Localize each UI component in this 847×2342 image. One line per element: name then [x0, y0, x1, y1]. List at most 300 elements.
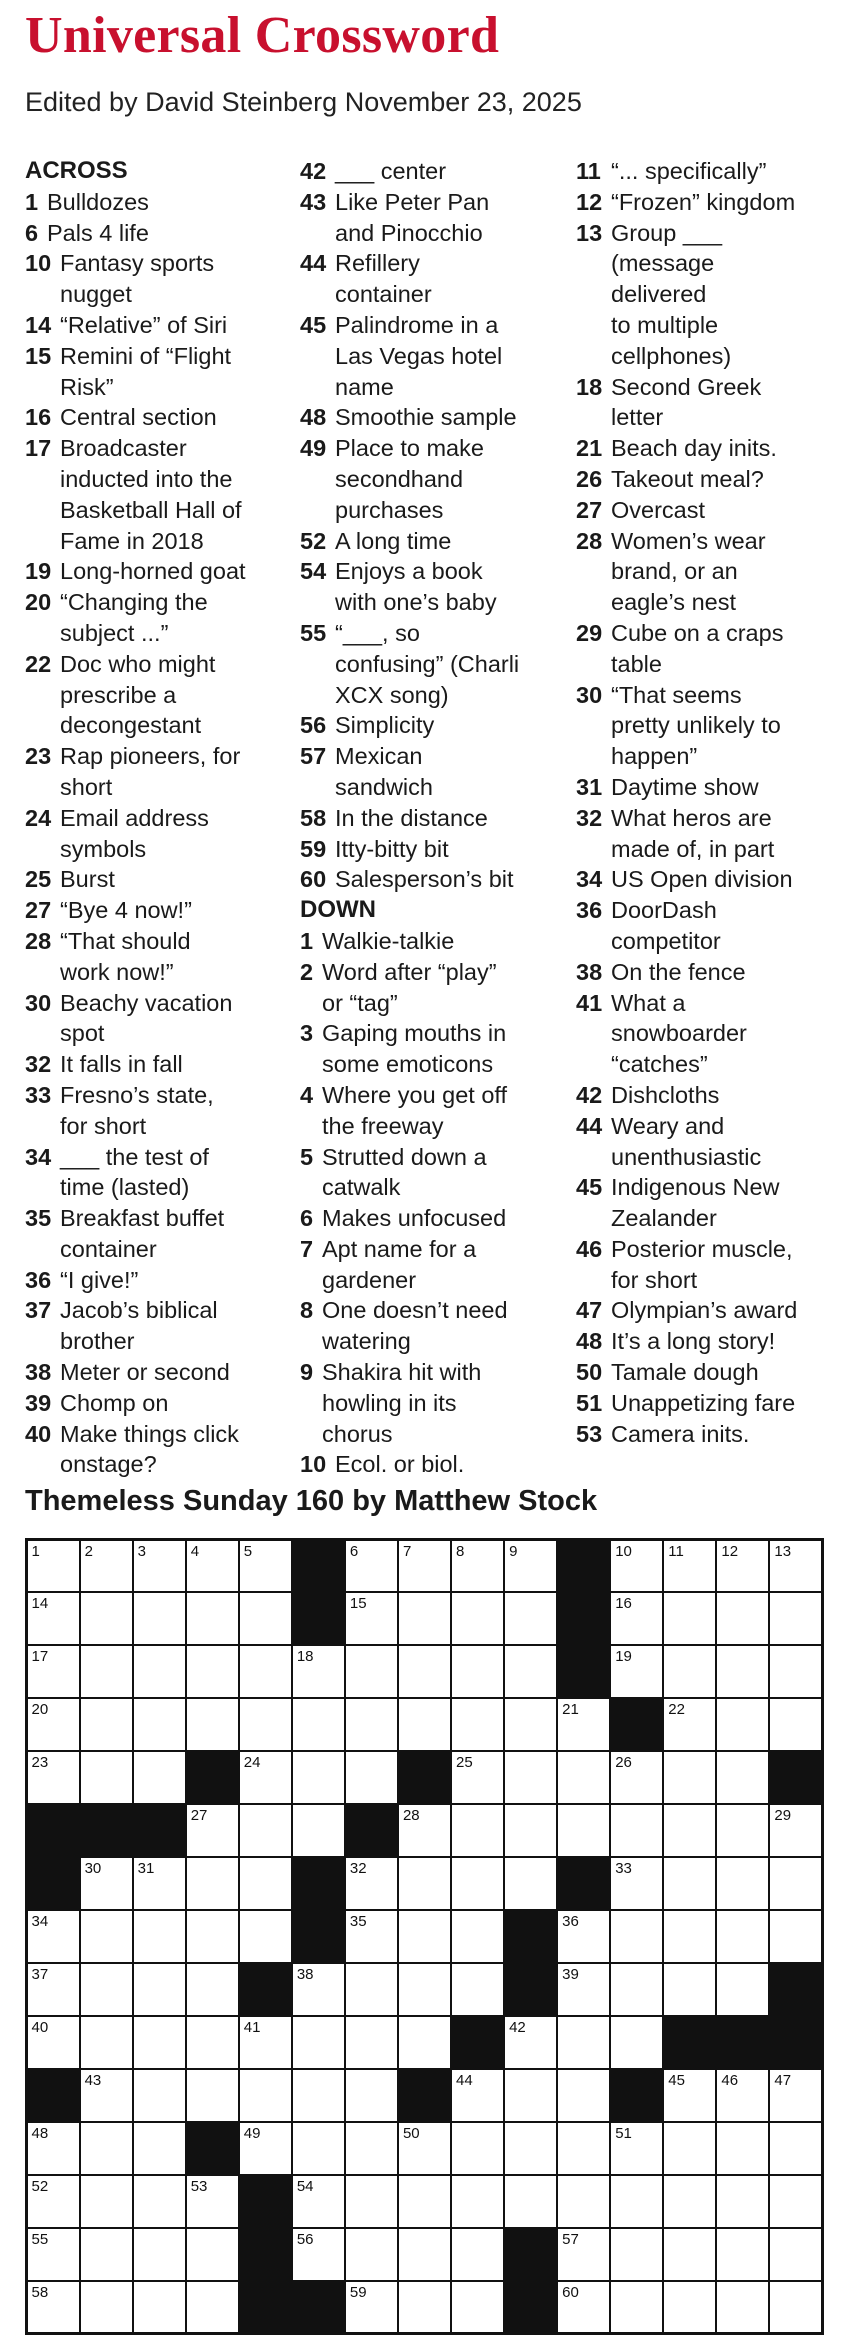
- cell-number: 3: [137, 1542, 146, 1560]
- clue-item: [300, 926, 570, 957]
- grid-cell[interactable]: [293, 1699, 344, 1750]
- clue-item: [25, 895, 295, 926]
- clue-line: the freeway: [322, 1112, 444, 1139]
- grid-cell[interactable]: [664, 2123, 715, 2174]
- clue-text: [322, 1080, 570, 1142]
- cell-number: 14: [31, 1595, 49, 1613]
- grid-cell[interactable]: [346, 1858, 397, 1909]
- clue-text: [47, 218, 295, 249]
- crossword-grid: [25, 1538, 824, 2335]
- grid-cell[interactable]: [717, 1964, 768, 2015]
- grid-cell[interactable]: [717, 1805, 768, 1856]
- grid-cell[interactable]: [664, 1646, 715, 1697]
- grid-cell[interactable]: [558, 2017, 609, 2068]
- grid-cell[interactable]: [717, 2123, 768, 2174]
- clue-item: [576, 372, 846, 434]
- grid-cell[interactable]: [346, 2123, 397, 2174]
- grid-cell[interactable]: [187, 1541, 238, 1592]
- clue-item: [576, 495, 846, 526]
- grid-cell[interactable]: [28, 2017, 79, 2068]
- grid-cell[interactable]: [28, 2123, 79, 2174]
- clue-item: [300, 1080, 570, 1142]
- grid-cell[interactable]: [346, 2176, 397, 2227]
- clue-line: It’s a long story!: [611, 1328, 776, 1355]
- clue-line: It falls in fall: [60, 1051, 183, 1078]
- grid-cell[interactable]: [770, 2229, 821, 2280]
- grid-cell[interactable]: [28, 2229, 79, 2280]
- grid-cell[interactable]: [770, 1699, 821, 1750]
- grid-cell[interactable]: [134, 1858, 185, 1909]
- grid-cell[interactable]: [770, 2282, 821, 2333]
- grid-cell[interactable]: [664, 2176, 715, 2227]
- grid-cell[interactable]: [134, 1699, 185, 1750]
- clue-text: [60, 341, 295, 403]
- grid-cell[interactable]: [664, 1699, 715, 1750]
- grid-cell[interactable]: [611, 1911, 662, 1962]
- grid-cell[interactable]: [399, 1646, 450, 1697]
- grid-cell[interactable]: [505, 1541, 556, 1592]
- clue-text: [611, 1080, 846, 1111]
- grid-cell[interactable]: [717, 1858, 768, 1909]
- clue-number: 1: [300, 927, 314, 954]
- grid-cell[interactable]: [346, 2282, 397, 2333]
- grid-cell[interactable]: [240, 2017, 291, 2068]
- clue-number: 38: [25, 1359, 52, 1386]
- grid-cell[interactable]: [346, 2070, 397, 2121]
- grid-cell[interactable]: [28, 1699, 79, 1750]
- clue-line: Zealander: [611, 1205, 717, 1232]
- clue-item: [576, 1234, 846, 1296]
- black-square: [505, 2229, 556, 2280]
- grid-cell[interactable]: [611, 1646, 662, 1697]
- clue-item: [25, 803, 295, 865]
- black-square: [240, 2229, 291, 2280]
- cell-number: 13: [774, 1542, 792, 1560]
- grid-cell[interactable]: [505, 2176, 556, 2227]
- grid-cell[interactable]: [452, 2229, 503, 2280]
- black-square: [770, 1964, 821, 2015]
- grid-cell[interactable]: [611, 2282, 662, 2333]
- grid-cell[interactable]: [81, 2229, 132, 2280]
- black-square: [293, 2282, 344, 2333]
- grid-cell[interactable]: [452, 1911, 503, 1962]
- clue-line: Unappetizing fare: [611, 1389, 796, 1416]
- cell-number: 34: [31, 1913, 49, 1931]
- grid-cell[interactable]: [81, 1699, 132, 1750]
- grid-cell[interactable]: [664, 1752, 715, 1803]
- grid-cell[interactable]: [81, 2176, 132, 2227]
- grid-cell[interactable]: [240, 1541, 291, 1592]
- grid-cell[interactable]: [611, 1752, 662, 1803]
- clue-text: [611, 1326, 846, 1357]
- clue-line: gardener: [322, 1266, 417, 1293]
- grid-cell[interactable]: [81, 1964, 132, 2015]
- clue-column-2: [300, 156, 570, 1480]
- grid-cell[interactable]: [346, 1699, 397, 1750]
- grid-cell[interactable]: [187, 1593, 238, 1644]
- cell-number: 43: [84, 2071, 102, 2089]
- grid-cell[interactable]: [770, 1593, 821, 1644]
- grid-cell[interactable]: [452, 1593, 503, 1644]
- grid-cell[interactable]: [664, 2229, 715, 2280]
- black-square: [558, 1858, 609, 1909]
- grid-cell[interactable]: [558, 2070, 609, 2121]
- grid-cell[interactable]: [240, 2123, 291, 2174]
- clue-line: One doesn’t need: [322, 1297, 508, 1324]
- grid-cell[interactable]: [240, 1699, 291, 1750]
- grid-cell[interactable]: [770, 1646, 821, 1697]
- grid-cell[interactable]: [81, 2123, 132, 2174]
- clue-line: Smoothie sample: [335, 404, 517, 431]
- grid-cell[interactable]: [134, 2070, 185, 2121]
- grid-cell[interactable]: [399, 1699, 450, 1750]
- grid-cell[interactable]: [28, 1646, 79, 1697]
- grid-cell[interactable]: [240, 1646, 291, 1697]
- grid-cell[interactable]: [611, 1964, 662, 2015]
- grid-cell[interactable]: [293, 2123, 344, 2174]
- grid-cell[interactable]: [81, 1911, 132, 1962]
- grid-cell[interactable]: [558, 1911, 609, 1962]
- black-square: [240, 1964, 291, 2015]
- grid-cell[interactable]: [452, 1805, 503, 1856]
- cell-number: 54: [296, 2177, 314, 2195]
- grid-cell[interactable]: [452, 1858, 503, 1909]
- grid-cell[interactable]: [134, 2229, 185, 2280]
- clue-number: 26: [576, 465, 603, 492]
- grid-cell[interactable]: [770, 2176, 821, 2227]
- clue-item: [25, 1080, 295, 1142]
- grid-cell[interactable]: [664, 1541, 715, 1592]
- grid-cell[interactable]: [28, 1911, 79, 1962]
- clue-line: decongestant: [60, 712, 202, 739]
- grid-cell[interactable]: [505, 1805, 556, 1856]
- grid-cell[interactable]: [717, 2229, 768, 2280]
- grid-cell[interactable]: [81, 1541, 132, 1592]
- grid-cell[interactable]: [611, 2229, 662, 2280]
- grid-cell[interactable]: [134, 1752, 185, 1803]
- grid-cell[interactable]: [452, 1541, 503, 1592]
- grid-cell[interactable]: [28, 2176, 79, 2227]
- grid-cell[interactable]: [558, 2282, 609, 2333]
- clue-item: [25, 587, 295, 649]
- grid-cell[interactable]: [664, 1911, 715, 1962]
- grid-cell[interactable]: [293, 2017, 344, 2068]
- grid-cell[interactable]: [558, 1752, 609, 1803]
- grid-cell[interactable]: [28, 1541, 79, 1592]
- grid-cell[interactable]: [611, 2123, 662, 2174]
- cell-number: 18: [296, 1648, 314, 1666]
- clue-text: [611, 464, 846, 495]
- grid-cell[interactable]: [770, 1541, 821, 1592]
- grid-cell[interactable]: [134, 1964, 185, 2015]
- grid-cell[interactable]: [611, 2176, 662, 2227]
- grid-cell[interactable]: [240, 1752, 291, 1803]
- clue-line: “catches”: [611, 1051, 708, 1078]
- grid-cell[interactable]: [346, 1911, 397, 1962]
- grid-cell[interactable]: [505, 1752, 556, 1803]
- grid-cell[interactable]: [399, 2017, 450, 2068]
- clue-item: [25, 741, 295, 803]
- grid-cell[interactable]: [664, 1858, 715, 1909]
- clue-line: Cube on a craps: [611, 619, 784, 646]
- clue-item: [300, 526, 570, 557]
- clue-line: Fresno’s state,: [60, 1081, 214, 1108]
- grid-cell[interactable]: [717, 1752, 768, 1803]
- clue-line: Ecol. or biol.: [335, 1451, 465, 1478]
- grid-cell[interactable]: [452, 2123, 503, 2174]
- grid-cell[interactable]: [240, 2070, 291, 2121]
- grid-cell[interactable]: [558, 1964, 609, 2015]
- grid-cell[interactable]: [717, 2176, 768, 2227]
- grid-cell[interactable]: [134, 1593, 185, 1644]
- grid-cell[interactable]: [452, 2176, 503, 2227]
- clue-text: [47, 187, 295, 218]
- grid-cell[interactable]: [717, 2282, 768, 2333]
- grid-cell[interactable]: [558, 2123, 609, 2174]
- grid-cell[interactable]: [187, 1964, 238, 2015]
- black-square: [293, 1541, 344, 1592]
- grid-cell[interactable]: [399, 2229, 450, 2280]
- grid-cell[interactable]: [452, 1752, 503, 1803]
- clue-number: 24: [25, 804, 52, 831]
- grid-cell[interactable]: [399, 2282, 450, 2333]
- cell-number: 5: [243, 1542, 253, 1560]
- clue-item: [300, 310, 570, 402]
- cell-number: 17: [31, 1648, 49, 1666]
- grid-cell[interactable]: [28, 1593, 79, 1644]
- grid-cell[interactable]: [134, 2282, 185, 2333]
- grid-cell[interactable]: [611, 1805, 662, 1856]
- grid-cell[interactable]: [134, 2123, 185, 2174]
- grid-cell[interactable]: [399, 1593, 450, 1644]
- grid-cell[interactable]: [346, 1964, 397, 2015]
- clue-text: [611, 1295, 846, 1326]
- grid-cell[interactable]: [717, 1646, 768, 1697]
- grid-cell[interactable]: [664, 1964, 715, 2015]
- grid-cell[interactable]: [505, 1699, 556, 1750]
- clue-text: [60, 803, 295, 865]
- grid-cell[interactable]: [187, 1858, 238, 1909]
- clue-text: [322, 957, 570, 1019]
- clue-line: spot: [60, 1020, 105, 1047]
- black-square: [770, 2017, 821, 2068]
- clue-item: [25, 402, 295, 433]
- grid-cell[interactable]: [770, 1911, 821, 1962]
- grid-cell[interactable]: [187, 1646, 238, 1697]
- grid-cell[interactable]: [399, 1541, 450, 1592]
- grid-cell[interactable]: [134, 2017, 185, 2068]
- clue-line: Simplicity: [335, 712, 435, 739]
- grid-cell[interactable]: [346, 2229, 397, 2280]
- clue-item: [300, 248, 570, 310]
- grid-cell[interactable]: [505, 1858, 556, 1909]
- grid-cell[interactable]: [664, 1593, 715, 1644]
- grid-cell[interactable]: [558, 1805, 609, 1856]
- clue-line: snowboarder: [611, 1020, 747, 1047]
- grid-cell[interactable]: [28, 1752, 79, 1803]
- clue-line: Basketball Hall of: [60, 496, 242, 523]
- grid-cell[interactable]: [664, 2070, 715, 2121]
- clue-number: 31: [576, 773, 603, 800]
- grid-cell[interactable]: [770, 1805, 821, 1856]
- grid-cell[interactable]: [611, 1858, 662, 1909]
- clue-text: [335, 526, 570, 557]
- grid-cell[interactable]: [293, 2070, 344, 2121]
- grid-cell[interactable]: [134, 1911, 185, 1962]
- grid-cell[interactable]: [505, 1593, 556, 1644]
- grid-cell[interactable]: [134, 1646, 185, 1697]
- clue-line: work now!”: [60, 958, 174, 985]
- clue-line: Indigenous New: [611, 1174, 780, 1201]
- grid-cell[interactable]: [505, 2070, 556, 2121]
- clue-number: 6: [300, 1205, 314, 1232]
- grid-cell[interactable]: [452, 2070, 503, 2121]
- grid-cell[interactable]: [293, 1964, 344, 2015]
- grid-cell[interactable]: [452, 2282, 503, 2333]
- grid-cell[interactable]: [187, 2017, 238, 2068]
- grid-cell[interactable]: [452, 1646, 503, 1697]
- clue-item: [300, 834, 570, 865]
- grid-cell[interactable]: [611, 1541, 662, 1592]
- clue-line: Doc who might: [60, 650, 216, 677]
- grid-cell[interactable]: [187, 2176, 238, 2227]
- grid-cell[interactable]: [293, 1646, 344, 1697]
- grid-cell[interactable]: [187, 1699, 238, 1750]
- grid-cell[interactable]: [452, 1699, 503, 1750]
- black-square: [293, 1911, 344, 1962]
- grid-cell[interactable]: [399, 1858, 450, 1909]
- grid-cell[interactable]: [770, 1858, 821, 1909]
- grid-cell[interactable]: [293, 1752, 344, 1803]
- clue-item: [25, 433, 295, 556]
- grid-cell[interactable]: [717, 1911, 768, 1962]
- clue-item: [576, 680, 846, 772]
- grid-cell[interactable]: [81, 2017, 132, 2068]
- grid-cell[interactable]: [346, 1646, 397, 1697]
- grid-cell[interactable]: [770, 2070, 821, 2121]
- grid-cell[interactable]: [28, 2282, 79, 2333]
- grid-cell[interactable]: [399, 2176, 450, 2227]
- grid-cell[interactable]: [399, 1911, 450, 1962]
- clue-text: [611, 618, 846, 680]
- grid-cell[interactable]: [81, 1593, 132, 1644]
- clue-number: 52: [300, 527, 327, 554]
- clue-item: [25, 926, 295, 988]
- clue-line: name: [335, 373, 394, 400]
- clue-line: catwalk: [322, 1174, 401, 1201]
- clue-number: 56: [300, 712, 327, 739]
- grid-cell[interactable]: [717, 1593, 768, 1644]
- clue-text: [60, 1388, 295, 1419]
- grid-cell[interactable]: [81, 1646, 132, 1697]
- grid-cell[interactable]: [187, 1805, 238, 1856]
- grid-cell[interactable]: [505, 2123, 556, 2174]
- grid-cell[interactable]: [134, 2176, 185, 2227]
- grid-cell[interactable]: [558, 2176, 609, 2227]
- black-square: [505, 1964, 556, 2015]
- grid-cell[interactable]: [293, 2176, 344, 2227]
- grid-cell[interactable]: [558, 2229, 609, 2280]
- clue-text: [335, 741, 570, 803]
- grid-cell[interactable]: [81, 1752, 132, 1803]
- grid-cell[interactable]: [399, 1805, 450, 1856]
- grid-cell[interactable]: [717, 2070, 768, 2121]
- grid-cell[interactable]: [717, 1699, 768, 1750]
- grid-cell[interactable]: [399, 1964, 450, 2015]
- clue-number: 44: [576, 1112, 603, 1139]
- grid-cell[interactable]: [187, 2229, 238, 2280]
- cell-number: 24: [243, 1754, 261, 1772]
- clue-line: Where you get off: [322, 1081, 508, 1108]
- clue-line: table: [611, 650, 662, 677]
- grid-cell[interactable]: [717, 1541, 768, 1592]
- clue-number: 34: [576, 866, 603, 893]
- grid-cell[interactable]: [664, 2282, 715, 2333]
- grid-cell[interactable]: [240, 1593, 291, 1644]
- grid-cell[interactable]: [81, 2070, 132, 2121]
- grid-cell[interactable]: [611, 1593, 662, 1644]
- grid-cell[interactable]: [611, 2017, 662, 2068]
- clue-number: 7: [300, 1235, 314, 1262]
- grid-cell[interactable]: [81, 2282, 132, 2333]
- grid-cell[interactable]: [770, 2123, 821, 2174]
- grid-cell[interactable]: [346, 1541, 397, 1592]
- cell-number: 20: [31, 1701, 49, 1719]
- grid-cell[interactable]: [505, 2017, 556, 2068]
- cell-number: 10: [615, 1542, 632, 1560]
- clue-text: [322, 1357, 570, 1449]
- grid-cell[interactable]: [664, 1805, 715, 1856]
- grid-cell[interactable]: [399, 2123, 450, 2174]
- clue-item: [300, 402, 570, 433]
- clue-item: [300, 710, 570, 741]
- grid-cell[interactable]: [452, 1964, 503, 2015]
- clue-line: Jacob’s biblical: [60, 1297, 218, 1324]
- clue-text: [611, 864, 846, 895]
- grid-cell[interactable]: [81, 1858, 132, 1909]
- grid-cell[interactable]: [187, 1911, 238, 1962]
- clue-number: 4: [300, 1081, 314, 1108]
- clue-line: howling in its: [322, 1389, 457, 1416]
- grid-cell[interactable]: [134, 1541, 185, 1592]
- cell-number: 16: [615, 1595, 632, 1613]
- grid-cell[interactable]: [346, 2017, 397, 2068]
- grid-cell[interactable]: [293, 1805, 344, 1856]
- clue-line: “I give!”: [60, 1266, 139, 1293]
- clue-line: What heros are: [611, 804, 772, 831]
- grid-cell[interactable]: [558, 1699, 609, 1750]
- grid-cell[interactable]: [28, 1964, 79, 2015]
- grid-cell[interactable]: [346, 1593, 397, 1644]
- grid-cell[interactable]: [240, 1911, 291, 1962]
- clue-number: 39: [25, 1389, 52, 1416]
- clue-item: [576, 1326, 846, 1357]
- grid-cell[interactable]: [505, 1646, 556, 1697]
- clue-item: [300, 1449, 570, 1480]
- grid-cell[interactable]: [187, 2282, 238, 2333]
- clue-text: [611, 772, 846, 803]
- grid-cell[interactable]: [240, 1805, 291, 1856]
- grid-cell[interactable]: [346, 1752, 397, 1803]
- clue-line: eagle’s nest: [611, 589, 736, 616]
- grid-cell[interactable]: [293, 2229, 344, 2280]
- clue-line: happen”: [611, 743, 698, 770]
- grid-cell[interactable]: [240, 1858, 291, 1909]
- grid-cell[interactable]: [187, 2070, 238, 2121]
- clue-item: [576, 464, 846, 495]
- clue-number: 25: [25, 866, 52, 893]
- clue-number: 35: [25, 1205, 52, 1232]
